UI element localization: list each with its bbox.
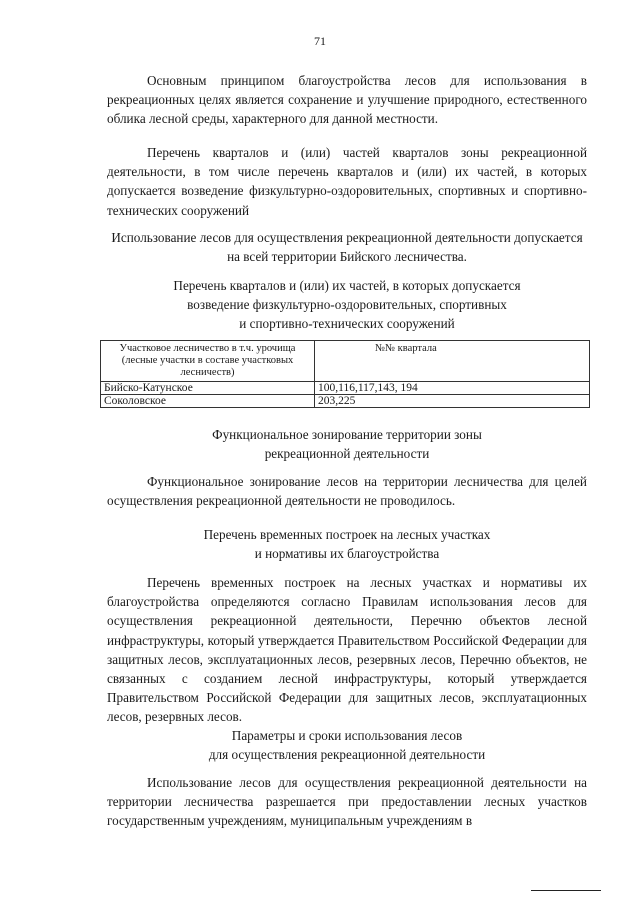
heading-quarters-list (107, 276, 587, 334)
paragraph-usage-parameters: Использование лесов для осуществления рекреационной деятельности на территории лесничества разрешается при предоставлении лесных участков государственным учреждениям, муниципальным учреждениям в (107, 775, 587, 829)
table-cell-forestry: Соколовское (101, 395, 315, 408)
heading-line: Перечень кварталов и (или) их частей, в которых допускается (173, 278, 521, 293)
table-cell-quarters: 100,116,117,143, 194 (315, 382, 590, 395)
table-header-quarter-numbers: №№ квартала (315, 341, 590, 382)
heading-temporary-buildings (107, 525, 587, 563)
signature-line (531, 890, 601, 891)
heading-line: для осуществления рекреационной деятельности (208, 747, 486, 763)
table-header-row (101, 341, 590, 382)
heading-usage-parameters (107, 726, 587, 764)
paragraph-usage-permitted: Использование лесов для осуществления рекреационной деятельности допускается на всей территории Бийского лесничества. (111, 230, 583, 265)
heading-line: Функциональное зонирование территории зоны (212, 427, 482, 442)
heading-line: Перечень временных построек на лесных участках (203, 527, 491, 542)
heading-line: Параметры и сроки использования лесов (231, 728, 463, 743)
table-header-forestry: Участковое лесничество в т.ч. урочища (лесные участки в составе участковых лесничеств) (101, 341, 315, 382)
table-row (101, 382, 590, 395)
heading-functional-zoning (107, 425, 587, 463)
page-number: 71 (314, 34, 326, 48)
paragraph-quarters-list: Перечень кварталов и (или) частей кварталов зоны рекреационной деятельности, в том числе перечень кварталов и (или) их частей, в которых допускается возведение физкультурно-оздоровительных, спортивных и спортивно-технических сооружений (107, 145, 587, 218)
table-row (101, 395, 590, 408)
paragraph-zoning-not-done: Функциональное зонирование лесов на территории лесничества для целей осуществления рекреационной деятельности не проводилось. (107, 474, 587, 509)
heading-line: возведение физкультурно-оздоровительных, спортивных (187, 297, 507, 313)
heading-line: рекреационной деятельности (264, 446, 430, 462)
quarters-table (100, 340, 590, 408)
table-cell-forestry: Бийско-Катунское (101, 382, 315, 395)
heading-line: и спортивно-технических сооружений (239, 316, 455, 332)
paragraph-temporary-buildings: Перечень временных построек на лесных участках и нормативы их благоустройства определяются согласно Правилам использования лесов для осуществления рекреационной деятельности, Перечню объектов лесной инфраструктуры, который утверждается Правительством Российской Федерации для защитных лесов, эксплуатационных лесов, резервных лесов, Перечню объектов, не связанных с созданием лесной инфраструктуры, который утверждается Правительством Российской Федерации для защитных лесов, эксплуатационных лесов, резервных лесов. (107, 575, 587, 725)
heading-line: и нормативы их благоустройства (254, 546, 440, 562)
paragraph-principle: Основным принципом благоустройства лесов для использования в рекреационных целях является сохранение и улучшение природного, естественного облика лесной среды, характерного для данной местности. (107, 73, 587, 127)
table-cell-quarters: 203,225 (315, 395, 590, 408)
